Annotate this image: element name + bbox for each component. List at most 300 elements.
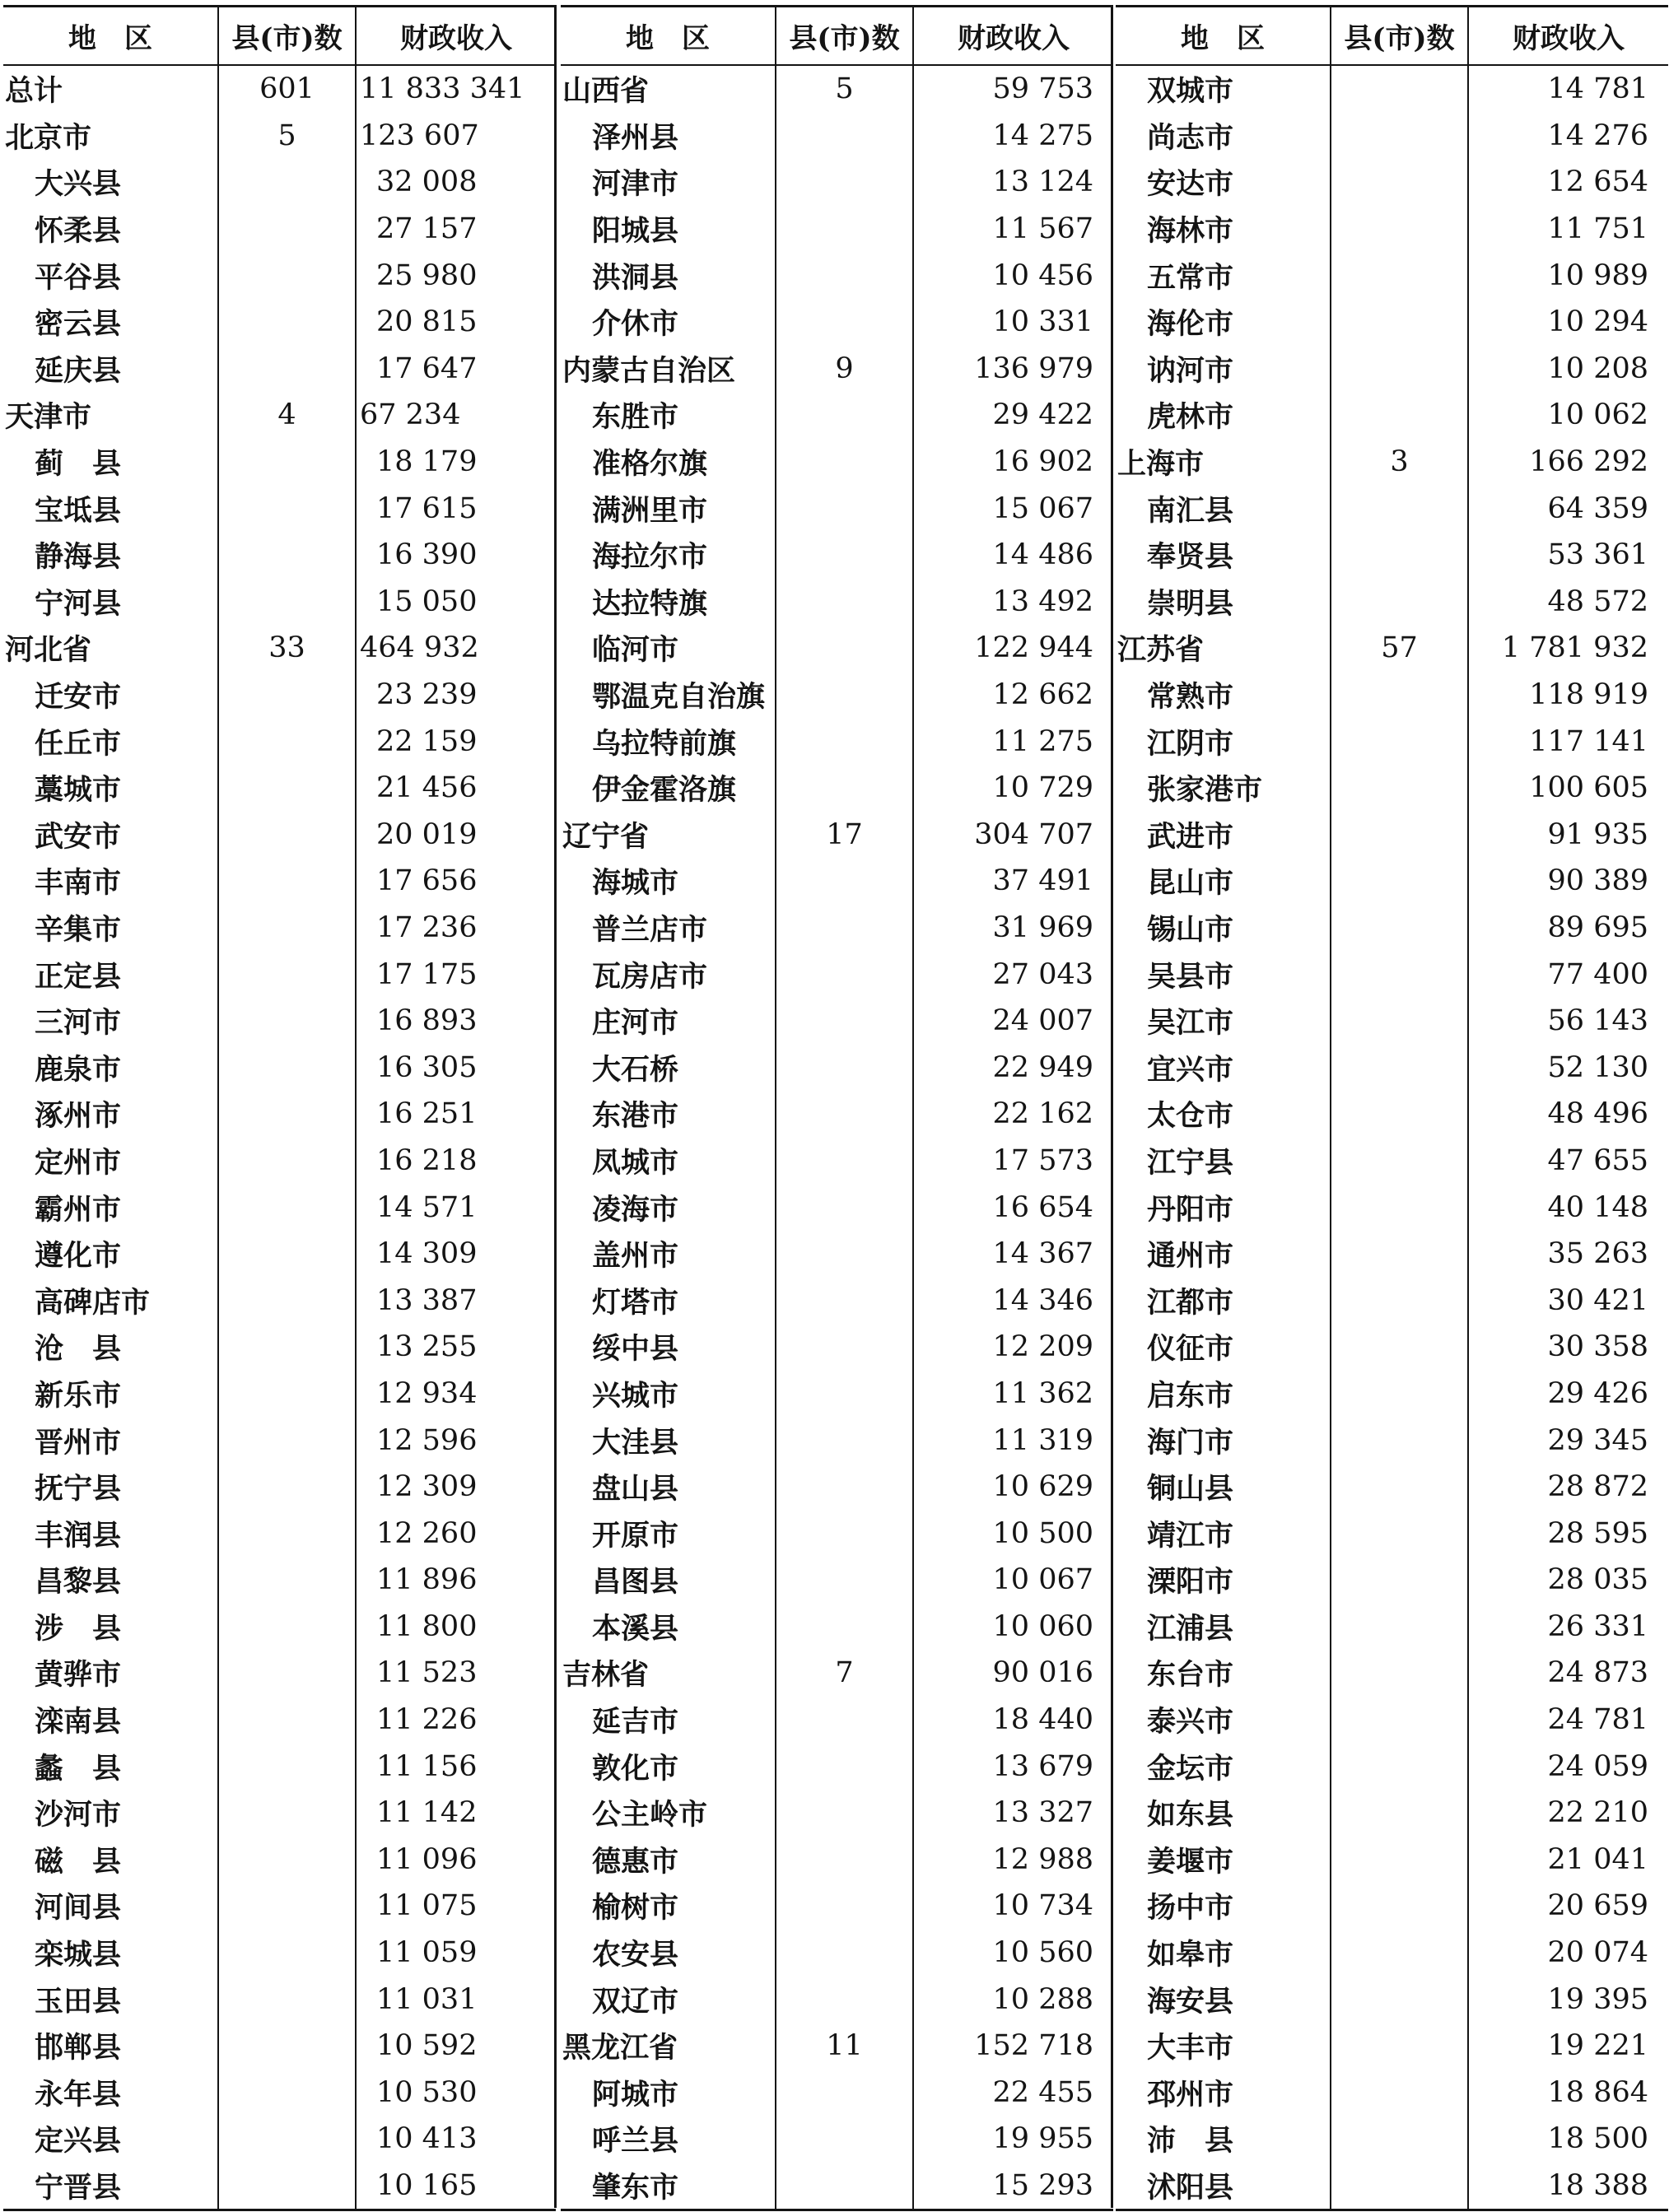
table-row <box>561 2070 1113 2117</box>
table-row <box>1116 485 1668 532</box>
region-cell: 太仓市 <box>1147 1099 1234 1134</box>
county-count-cell <box>776 2116 913 2163</box>
county-count-cell <box>776 532 913 579</box>
revenue-cell: 64 359 <box>1468 485 1668 532</box>
region-cell: 金坛市 <box>1147 1751 1234 1786</box>
region-cell: 普兰店市 <box>592 912 708 947</box>
region-cell: 邯郸县 <box>35 2031 122 2065</box>
county-count-cell <box>218 1650 356 1697</box>
table-row <box>1116 1604 1668 1651</box>
county-count-cell <box>776 1697 913 1744</box>
county-count-cell <box>776 439 913 486</box>
region-cell: 鹿泉市 <box>35 1052 122 1087</box>
revenue-cell: 30 421 <box>1468 1277 1668 1324</box>
revenue-cell: 48 496 <box>1468 1091 1668 1138</box>
region-cell: 昌黎县 <box>35 1565 122 1600</box>
table-row <box>561 299 1113 346</box>
region-cell: 抚宁县 <box>35 1472 122 1506</box>
region-cell: 德惠市 <box>592 1844 679 1879</box>
table-row <box>561 1510 1113 1557</box>
county-count-cell <box>776 1371 913 1418</box>
table-row <box>1116 2070 1668 2117</box>
county-count-cell <box>1331 532 1468 579</box>
revenue-cell: 59 753 <box>913 65 1113 113</box>
region-cell: 讷河市 <box>1147 353 1234 388</box>
revenue-cell: 136 979 <box>913 346 1113 393</box>
table-row <box>3 858 556 905</box>
table-row <box>3 346 556 393</box>
county-count-cell <box>1331 2116 1468 2163</box>
county-count-cell <box>1331 1604 1468 1651</box>
revenue-cell: 17 647 <box>356 346 556 393</box>
county-count-cell <box>218 1510 356 1557</box>
region-cell: 尚志市 <box>1147 120 1234 155</box>
region-cell: 昌图县 <box>592 1565 679 1600</box>
region-cell: 东胜市 <box>592 400 679 435</box>
table-row <box>561 159 1113 206</box>
region-cell: 邳州市 <box>1147 2077 1234 2112</box>
region-cell: 河间县 <box>35 1891 122 1926</box>
revenue-cell: 10 165 <box>356 2163 556 2210</box>
revenue-cell: 11 226 <box>356 1697 556 1744</box>
revenue-cell: 21 456 <box>356 765 556 812</box>
table-row <box>561 113 1113 160</box>
revenue-cell: 14 571 <box>356 1184 556 1231</box>
table-body-3 <box>1116 65 1668 2210</box>
county-count-cell <box>218 159 356 206</box>
header-county-count: 县(市)数 <box>1331 7 1468 66</box>
table-row <box>561 1976 1113 2023</box>
table-row <box>3 625 556 672</box>
table-body-1 <box>3 65 556 2210</box>
revenue-cell: 11 142 <box>356 1790 556 1837</box>
region-cell: 吴江市 <box>1147 1006 1234 1041</box>
table-row <box>3 2163 556 2210</box>
table-row <box>3 206 556 253</box>
county-count-cell <box>1331 65 1468 113</box>
table-row <box>561 1231 1113 1278</box>
table-row <box>3 159 556 206</box>
region-cell: 玉田县 <box>35 1984 122 2019</box>
region-cell: 乌拉特前旗 <box>592 726 737 761</box>
revenue-cell: 11 059 <box>356 1930 556 1977</box>
revenue-cell: 16 251 <box>356 1091 556 1138</box>
county-count-cell <box>1331 998 1468 1045</box>
table-row <box>561 485 1113 532</box>
county-count-cell <box>218 1417 356 1464</box>
region-cell: 扬中市 <box>1147 1891 1234 1926</box>
county-count-cell <box>776 485 913 532</box>
region-cell: 仪征市 <box>1147 1332 1234 1367</box>
county-count-cell <box>776 159 913 206</box>
table-row <box>3 252 556 299</box>
table-row <box>1116 1976 1668 2023</box>
county-count-cell <box>1331 2163 1468 2210</box>
region-cell: 海安县 <box>1147 1984 1234 2019</box>
county-count-cell <box>1331 1324 1468 1371</box>
table-row <box>1116 905 1668 952</box>
table-row <box>561 858 1113 905</box>
table-row <box>1116 858 1668 905</box>
county-count-cell <box>776 951 913 998</box>
region-cell: 达拉特旗 <box>592 586 708 621</box>
county-count-cell <box>1331 1743 1468 1790</box>
table-row <box>561 812 1113 859</box>
revenue-cell: 10 592 <box>356 2023 556 2070</box>
region-cell: 江苏省 <box>1117 633 1205 668</box>
revenue-cell: 17 656 <box>356 858 556 905</box>
county-count-cell: 9 <box>776 346 913 393</box>
county-count-cell <box>776 1510 913 1557</box>
region-cell: 启东市 <box>1147 1378 1234 1413</box>
revenue-cell: 166 292 <box>1468 439 1668 486</box>
table-row <box>3 1138 556 1185</box>
county-count-cell <box>218 1930 356 1977</box>
county-count-cell <box>218 905 356 952</box>
region-cell: 凌海市 <box>592 1192 679 1227</box>
table-row <box>561 625 1113 672</box>
county-count-cell <box>1331 346 1468 393</box>
revenue-cell: 16 902 <box>913 439 1113 486</box>
county-count-cell <box>776 1184 913 1231</box>
region-cell: 大石桥 <box>592 1052 679 1087</box>
revenue-cell: 10 629 <box>913 1464 1113 1511</box>
header-revenue: 财政收入 <box>356 7 556 66</box>
table-row <box>1116 1371 1668 1418</box>
table-row <box>1116 1138 1668 1185</box>
region-cell: 蓟 县 <box>35 447 122 482</box>
region-cell: 双城市 <box>1147 74 1234 109</box>
revenue-cell: 90 016 <box>913 1650 1113 1697</box>
region-cell: 磁 县 <box>35 1844 122 1879</box>
county-count-cell <box>218 579 356 626</box>
region-cell: 介休市 <box>592 307 679 342</box>
revenue-cell: 20 074 <box>1468 1930 1668 1977</box>
revenue-cell: 11 362 <box>913 1371 1113 1418</box>
revenue-cell: 10 989 <box>1468 252 1668 299</box>
table-row <box>3 1231 556 1278</box>
revenue-cell: 10 456 <box>913 252 1113 299</box>
revenue-cell: 11 075 <box>356 1883 556 1930</box>
revenue-cell: 13 679 <box>913 1743 1113 1790</box>
region-cell: 丰润县 <box>35 1518 122 1553</box>
county-count-cell <box>776 579 913 626</box>
region-cell: 武安市 <box>35 819 122 854</box>
revenue-cell: 11 800 <box>356 1604 556 1651</box>
table-row <box>1116 1883 1668 1930</box>
county-count-cell <box>1331 765 1468 812</box>
table-row <box>561 206 1113 253</box>
region-cell: 延庆县 <box>35 353 122 388</box>
county-count-cell <box>1331 252 1468 299</box>
region-cell: 遵化市 <box>35 1239 122 1274</box>
revenue-cell: 89 695 <box>1468 905 1668 952</box>
revenue-cell: 10 060 <box>913 1604 1113 1651</box>
county-count-cell <box>776 1604 913 1651</box>
region-cell: 安达市 <box>1147 167 1234 202</box>
region-cell: 任丘市 <box>35 726 122 761</box>
region-cell: 天津市 <box>5 400 92 435</box>
county-count-cell <box>776 113 913 160</box>
table-row <box>1116 1790 1668 1837</box>
revenue-cell: 14 367 <box>913 1231 1113 1278</box>
county-count-cell <box>776 1883 913 1930</box>
region-cell: 泰兴市 <box>1147 1705 1234 1739</box>
region-cell: 正定县 <box>35 959 122 994</box>
table-row <box>3 951 556 998</box>
region-cell: 迁安市 <box>35 680 122 715</box>
region-cell: 江都市 <box>1147 1285 1234 1320</box>
county-count-cell <box>776 905 913 952</box>
county-count-cell <box>218 532 356 579</box>
region-cell: 如皋市 <box>1147 1938 1234 1972</box>
revenue-cell: 27 157 <box>356 206 556 253</box>
revenue-cell: 16 390 <box>356 532 556 579</box>
revenue-cell: 13 124 <box>913 159 1113 206</box>
region-cell: 榆树市 <box>592 1891 679 1926</box>
table-row <box>561 1883 1113 1930</box>
revenue-cell: 18 864 <box>1468 2070 1668 2117</box>
county-count-cell <box>218 1697 356 1744</box>
revenue-cell: 16 305 <box>356 1044 556 1091</box>
region-cell: 东台市 <box>1147 1658 1234 1693</box>
region-cell: 盘山县 <box>592 1472 679 1506</box>
table-row <box>3 1277 556 1324</box>
revenue-cell: 1 781 932 <box>1468 625 1668 672</box>
table-row <box>1116 1650 1668 1697</box>
table-row <box>1116 1930 1668 1977</box>
table-row <box>561 1184 1113 1231</box>
revenue-cell: 10 500 <box>913 1510 1113 1557</box>
table-row <box>1116 1464 1668 1511</box>
county-count-cell: 5 <box>218 113 356 160</box>
revenue-cell: 18 500 <box>1468 2116 1668 2163</box>
table-row <box>3 1557 556 1604</box>
region-cell: 双辽市 <box>592 1984 679 2019</box>
table-row <box>561 65 1113 113</box>
region-cell: 定兴县 <box>35 2124 122 2158</box>
table-row <box>1116 1697 1668 1744</box>
region-cell: 高碑店市 <box>35 1285 151 1320</box>
county-count-cell <box>218 1324 356 1371</box>
revenue-cell: 29 426 <box>1468 1371 1668 1418</box>
table-row <box>561 1091 1113 1138</box>
county-count-cell <box>1331 113 1468 160</box>
county-count-cell <box>218 1557 356 1604</box>
county-count-cell <box>776 1837 913 1884</box>
region-cell: 虎林市 <box>1147 400 1234 435</box>
county-count-cell <box>776 252 913 299</box>
table-row <box>1116 2163 1668 2210</box>
county-count-cell <box>776 765 913 812</box>
table-row <box>1116 65 1668 113</box>
table-row <box>561 1557 1113 1604</box>
region-cell: 如东县 <box>1147 1798 1234 1832</box>
county-count-cell <box>218 1837 356 1884</box>
table-row <box>1116 113 1668 160</box>
county-count-cell <box>1331 1976 1468 2023</box>
revenue-cell: 14 781 <box>1468 65 1668 113</box>
county-count-cell <box>776 1743 913 1790</box>
header-region: 地 区 <box>561 7 776 66</box>
county-count-cell <box>1331 206 1468 253</box>
region-cell: 宁晋县 <box>35 2171 122 2205</box>
county-count-cell <box>1331 1091 1468 1138</box>
table-row <box>561 1743 1113 1790</box>
county-count-cell <box>218 998 356 1045</box>
region-cell: 昆山市 <box>1147 866 1234 901</box>
table-row <box>561 1417 1113 1464</box>
region-cell: 农安县 <box>592 1938 679 1972</box>
revenue-cell: 11 751 <box>1468 206 1668 253</box>
revenue-cell: 40 148 <box>1468 1184 1668 1231</box>
region-cell: 丰南市 <box>35 866 122 901</box>
region-cell: 通州市 <box>1147 1239 1234 1274</box>
revenue-cell: 10 560 <box>913 1930 1113 1977</box>
revenue-cell: 15 050 <box>356 579 556 626</box>
county-count-cell <box>218 718 356 765</box>
table-row <box>3 998 556 1045</box>
table-row <box>3 1510 556 1557</box>
county-count-cell <box>218 765 356 812</box>
region-cell: 阳城县 <box>592 214 679 249</box>
revenue-cell: 12 260 <box>356 1510 556 1557</box>
region-cell: 沧 县 <box>35 1332 122 1367</box>
county-count-cell <box>1331 392 1468 439</box>
county-count-cell <box>1331 1231 1468 1278</box>
table-row <box>1116 579 1668 626</box>
region-cell: 上海市 <box>1117 447 1205 482</box>
county-count-cell <box>1331 1697 1468 1744</box>
county-count-cell <box>776 858 913 905</box>
county-count-cell <box>1331 1883 1468 1930</box>
county-count-cell <box>218 206 356 253</box>
region-cell: 海城市 <box>592 866 679 901</box>
revenue-cell: 20 815 <box>356 299 556 346</box>
revenue-cell: 14 486 <box>913 532 1113 579</box>
region-cell: 宜兴市 <box>1147 1052 1234 1087</box>
revenue-cell: 28 035 <box>1468 1557 1668 1604</box>
county-count-cell <box>1331 1790 1468 1837</box>
table-row <box>3 1976 556 2023</box>
county-count-cell <box>1331 1837 1468 1884</box>
revenue-cell: 16 893 <box>356 998 556 1045</box>
county-count-cell <box>1331 718 1468 765</box>
table-row <box>561 1277 1113 1324</box>
revenue-cell: 10 208 <box>1468 346 1668 393</box>
county-count-cell <box>218 1883 356 1930</box>
county-count-cell <box>776 998 913 1045</box>
header-row <box>1116 7 1668 66</box>
table-row <box>561 951 1113 998</box>
table-row <box>1116 1510 1668 1557</box>
revenue-cell: 28 595 <box>1468 1510 1668 1557</box>
table-row <box>561 392 1113 439</box>
table-row <box>561 1650 1113 1697</box>
table-row <box>561 1138 1113 1185</box>
county-count-cell <box>776 392 913 439</box>
table-row <box>3 905 556 952</box>
county-count-cell <box>218 252 356 299</box>
region-cell: 定州市 <box>35 1145 122 1180</box>
county-count-cell <box>776 625 913 672</box>
table-row <box>561 252 1113 299</box>
county-count-cell <box>218 1138 356 1185</box>
revenue-cell: 19 221 <box>1468 2023 1668 2070</box>
revenue-cell: 24 007 <box>913 998 1113 1045</box>
table-row <box>1116 812 1668 859</box>
region-cell: 涿州市 <box>35 1099 122 1134</box>
county-count-cell: 7 <box>776 1650 913 1697</box>
table-row <box>561 1371 1113 1418</box>
county-count-cell <box>1331 2023 1468 2070</box>
region-cell: 江浦县 <box>1147 1611 1234 1646</box>
table-row <box>1116 346 1668 393</box>
table-row <box>1116 1044 1668 1091</box>
table-row <box>1116 625 1668 672</box>
revenue-cell: 19 395 <box>1468 1976 1668 2023</box>
table-row <box>3 485 556 532</box>
region-cell: 宁河县 <box>35 586 122 621</box>
region-cell: 密云县 <box>35 307 122 342</box>
region-cell: 滦南县 <box>35 1705 122 1739</box>
revenue-cell: 30 358 <box>1468 1324 1668 1371</box>
county-count-cell: 57 <box>1331 625 1468 672</box>
table-row <box>3 439 556 486</box>
table-row <box>561 346 1113 393</box>
revenue-cell: 22 455 <box>913 2070 1113 2117</box>
region-cell: 绥中县 <box>592 1332 679 1367</box>
region-cell: 临河市 <box>592 633 679 668</box>
revenue-cell: 23 239 <box>356 672 556 719</box>
revenue-cell: 22 162 <box>913 1091 1113 1138</box>
region-cell: 凤城市 <box>592 1145 679 1180</box>
county-count-cell <box>1331 951 1468 998</box>
region-cell: 阿城市 <box>592 2077 679 2112</box>
county-count-cell <box>776 1231 913 1278</box>
table-row <box>1116 672 1668 719</box>
county-count-cell <box>218 1790 356 1837</box>
revenue-cell: 17 175 <box>356 951 556 998</box>
county-count-cell: 4 <box>218 392 356 439</box>
revenue-cell: 13 387 <box>356 1277 556 1324</box>
revenue-cell: 15 293 <box>913 2163 1113 2210</box>
header-county-count: 县(市)数 <box>218 7 356 66</box>
header-county-count: 县(市)数 <box>776 7 913 66</box>
table-row <box>561 718 1113 765</box>
revenue-cell: 11 319 <box>913 1417 1113 1464</box>
county-count-cell <box>776 672 913 719</box>
county-count-cell <box>776 1417 913 1464</box>
region-cell: 蠡 县 <box>35 1751 122 1786</box>
revenue-cell: 11 096 <box>356 1837 556 1884</box>
table-row <box>1116 1277 1668 1324</box>
region-cell: 大洼县 <box>592 1425 679 1460</box>
region-cell: 敦化市 <box>592 1751 679 1786</box>
revenue-cell: 18 179 <box>356 439 556 486</box>
revenue-cell: 12 988 <box>913 1837 1113 1884</box>
table-row <box>561 765 1113 812</box>
revenue-cell: 67 234 <box>356 392 556 439</box>
table-row <box>561 1930 1113 1977</box>
revenue-cell: 13 255 <box>356 1324 556 1371</box>
revenue-cell: 152 718 <box>913 2023 1113 2070</box>
region-cell: 南汇县 <box>1147 493 1234 528</box>
revenue-cell: 24 873 <box>1468 1650 1668 1697</box>
header-row <box>3 7 556 66</box>
table-row <box>3 1650 556 1697</box>
table-row <box>3 2116 556 2163</box>
